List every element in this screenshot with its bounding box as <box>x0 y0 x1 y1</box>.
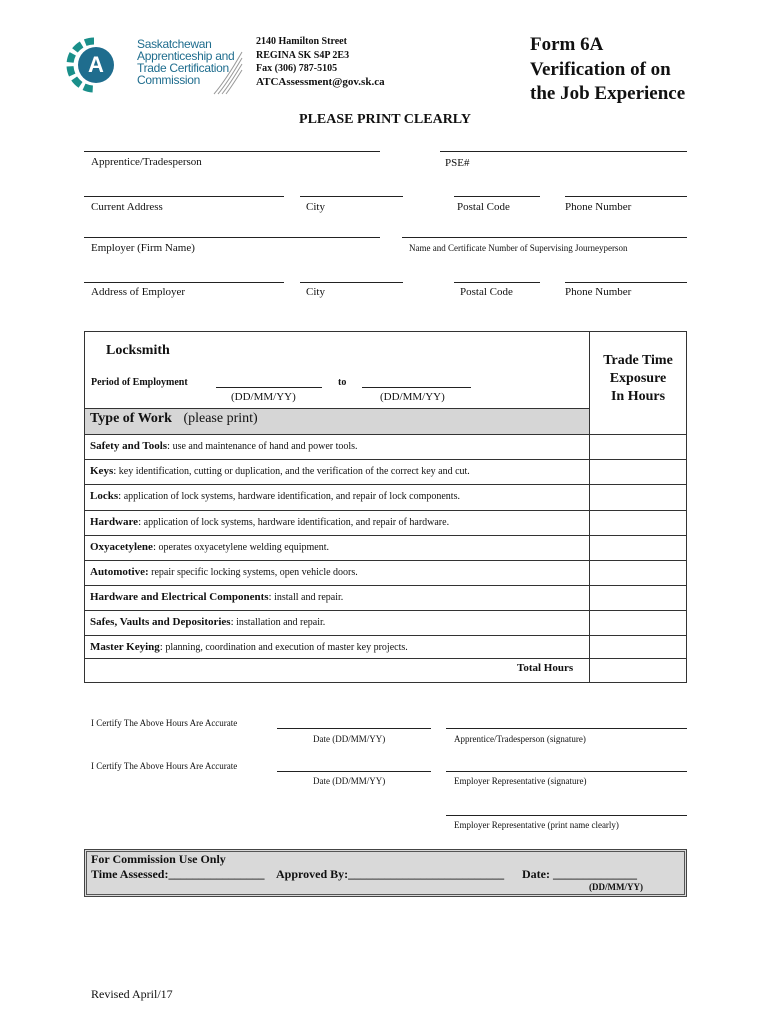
work-item-safety: Safety and Tools: use and maintenance of hand and power tools. <box>90 440 358 452</box>
employer-line[interactable] <box>84 237 380 238</box>
contact-address: 2140 Hamilton Street REGINA SK S4P 2E3 Fax (306) 787-5105 ATCAssessment@gov.sk.ca <box>256 36 385 88</box>
period-start-format: (DD/MM/YY) <box>231 391 296 403</box>
apprentice-date-line[interactable] <box>277 728 431 729</box>
row-divider <box>85 585 687 586</box>
city-line[interactable] <box>300 196 403 197</box>
certify-statement-1: I Certify The Above Hours Are Accurate <box>91 718 238 728</box>
logo-sweep-graphic <box>212 50 244 96</box>
employer-city-label: City <box>306 286 325 298</box>
print-instruction: PLEASE PRINT CLEARLY <box>299 112 471 127</box>
row-divider <box>85 635 687 636</box>
work-item-safes: Safes, Vaults and Depositories: installation and repair. <box>90 616 326 628</box>
form-title: Form 6A Verification of on the Job Experience <box>530 34 686 104</box>
phone-label: Phone Number <box>565 201 632 213</box>
total-hours-label: Total Hours <box>517 662 574 674</box>
row-divider <box>85 459 687 460</box>
period-end-format: (DD/MM/YY) <box>380 391 445 403</box>
row-divider <box>85 434 687 435</box>
work-item-hardware: Hardware: application of lock systems, hardware identification, and repair of hardware. <box>90 516 450 528</box>
pse-label: PSE# <box>445 157 470 169</box>
period-to: to <box>338 377 347 388</box>
contact-email: ATCAssessment@gov.sk.ca <box>256 75 385 88</box>
apprentice-signature-label: Apprentice/Tradesperson (signature) <box>454 734 586 744</box>
postal-code-label: Postal Code <box>457 201 510 213</box>
period-label: Period of Employment <box>91 377 188 388</box>
employer-date-label: Date (DD/MM/YY) <box>313 776 386 786</box>
employer-address-label: Address of Employer <box>91 286 186 298</box>
work-item-master-keying: Master Keying: planning, coordination and execution of master key projects. <box>90 641 408 653</box>
work-item-oxyacetylene: Oxyacetylene: operates oxyacetylene welding equipment. <box>90 541 329 553</box>
employer-address-line[interactable] <box>84 282 284 283</box>
pse-field-line[interactable] <box>440 151 687 152</box>
employer-label: Employer (Firm Name) <box>91 242 195 254</box>
logo-letter: A <box>88 52 104 77</box>
row-divider <box>85 535 687 536</box>
employer-signature-label: Employer Representative (signature) <box>454 776 587 786</box>
apprentice-signature-line[interactable] <box>446 728 687 729</box>
employer-postal-label: Postal Code <box>460 286 513 298</box>
work-item-automotive: Automotive: repair specific locking systems, open vehicle doors. <box>90 566 358 578</box>
period-end-line[interactable] <box>362 387 471 388</box>
time-assessed-field[interactable]: Time Assessed:________________ <box>91 867 265 881</box>
employer-city-line[interactable] <box>300 282 403 283</box>
journeyperson-label: Name and Certificate Number of Supervising Journeyperson <box>409 243 628 253</box>
city-label: City <box>306 201 325 213</box>
journeyperson-line[interactable] <box>402 237 687 238</box>
commission-date-format: (DD/MM/YY) <box>589 882 643 892</box>
row-divider <box>85 560 687 561</box>
apprentice-date-label: Date (DD/MM/YY) <box>313 734 386 744</box>
postal-code-line[interactable] <box>454 196 540 197</box>
row-divider <box>85 658 687 659</box>
employer-print-name-line[interactable] <box>446 815 687 816</box>
revision-note: Revised April/17 <box>91 987 173 1001</box>
certify-statement-2: I Certify The Above Hours Are Accurate <box>91 761 238 771</box>
work-item-locks: Locks: application of lock systems, hardware identification, and repair of lock components. <box>90 490 460 502</box>
current-address-label: Current Address <box>91 201 163 213</box>
approved-by-field[interactable]: Approved By:__________________________ <box>276 867 505 881</box>
employer-print-name-label: Employer Representative (print name clearly) <box>454 820 619 830</box>
trade-time-header: Trade Time Exposure In Hours <box>603 353 673 404</box>
current-address-line[interactable] <box>84 196 284 197</box>
trade-name: Locksmith <box>106 343 170 358</box>
atc-logo-mark <box>58 37 130 93</box>
org-name: Saskatchewan Apprenticeship and Trade Certification Commission <box>137 37 235 87</box>
work-item-keys: Keys: key identification, cutting or duplication, and the verification of the correct key and cut. <box>90 465 470 477</box>
employer-phone-label: Phone Number <box>565 286 632 298</box>
apprentice-field-line[interactable] <box>84 151 380 152</box>
phone-line[interactable] <box>565 196 687 197</box>
period-start-line[interactable] <box>216 387 322 388</box>
employer-signature-line[interactable] <box>446 771 687 772</box>
row-divider <box>85 610 687 611</box>
employer-date-line[interactable] <box>277 771 431 772</box>
type-of-work-title: Type of Work (please print) <box>90 411 258 426</box>
commission-heading: For Commission Use Only <box>91 852 226 866</box>
employer-postal-line[interactable] <box>454 282 540 283</box>
work-item-electrical: Hardware and Electrical Components: install and repair. <box>90 591 344 603</box>
commission-date-field[interactable]: Date: ______________ <box>522 867 637 881</box>
row-divider <box>85 510 687 511</box>
apprentice-label: Apprentice/Tradesperson <box>91 156 202 168</box>
row-divider <box>85 484 687 485</box>
employer-phone-line[interactable] <box>565 282 687 283</box>
